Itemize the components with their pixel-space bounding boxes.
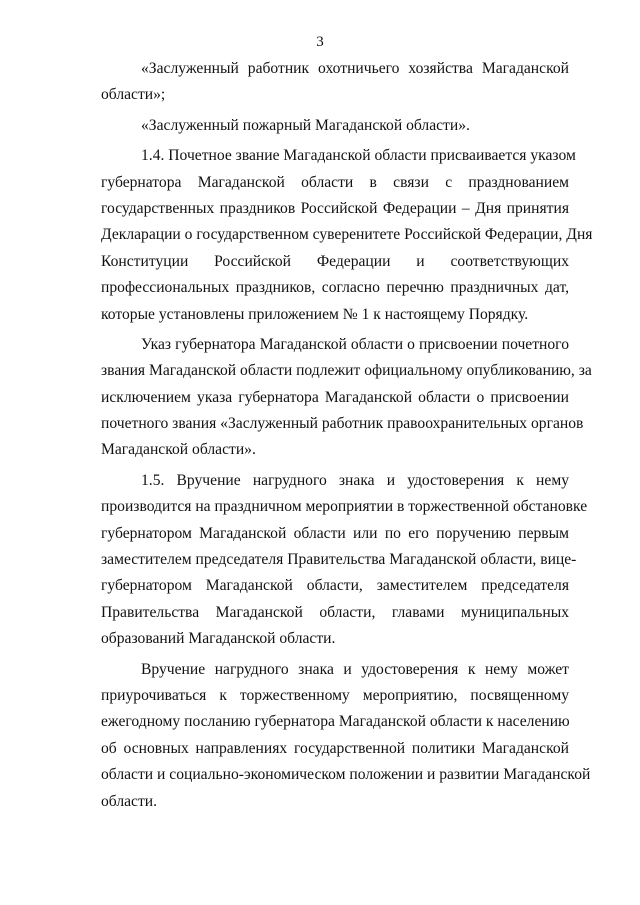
text-line: губернатора Магаданской области в связи с празднованием: [101, 173, 569, 191]
text-line: производится на праздничном мероприятии в торжественной обстановке: [101, 498, 588, 516]
paragraph-award-timing: [101, 657, 591, 815]
text-line: Конституции Российской Федерации и соответствующих: [101, 252, 569, 270]
text-line: звания Магаданской области подлежит официальному опубликованию, за: [101, 362, 592, 380]
text-line: заместителем председателя Правительства Магаданской области, вице-: [101, 551, 577, 569]
text-line: губернатором Магаданской области, заместителем председателя: [101, 577, 569, 595]
text-line: которые установлены приложением № 1 к настоящему Порядку.: [101, 305, 529, 323]
text-line: области и социально-экономическом положении и развитии Магаданской: [101, 766, 591, 784]
text-line: почетного звания «Заслуженный работник правоохранительных органов: [101, 415, 584, 433]
text-line: Магаданской области».: [101, 441, 256, 459]
text-line: Правительства Магаданской области, главами муниципальных: [101, 603, 569, 621]
text-line: Вручение нагрудного знака и удостоверения к нему может: [141, 660, 569, 678]
text-line: Указ губернатора Магаданской области о присвоении почетного: [141, 335, 569, 353]
text-line: 1.5. Вручение нагрудного знака и удостоверения к нему: [141, 471, 569, 489]
paragraph-1-5: [101, 468, 588, 653]
text-line: исключением указа губернатора Магаданской области о присвоении: [101, 388, 569, 406]
text-line: области»;: [101, 86, 166, 104]
text-line: профессиональных праздников, согласно перечню праздничных дат,: [101, 279, 569, 297]
text-line: об основных направлениях государственной политики Магаданской: [101, 739, 569, 757]
document-body: [101, 56, 593, 815]
text-line: губернатором Магаданской области или по его поручению первым: [101, 524, 569, 542]
paragraph-title-hunting: [101, 56, 569, 109]
paragraph-1-4: [101, 143, 593, 328]
text-line: «Заслуженный пожарный Магаданской области».: [141, 116, 470, 134]
text-line: Декларации о государственном суверенитете Российской Федерации, Дня: [101, 226, 593, 244]
text-line: образований Магаданской области.: [101, 630, 336, 648]
text-line: ежегодному посланию губернатора Магаданской области к населению: [101, 713, 570, 731]
text-line: области.: [101, 792, 158, 810]
text-line: «Заслуженный работник охотничьего хозяйства Магаданской: [141, 60, 569, 77]
text-line: приурочиваться к торжественному мероприятию, посвященному: [101, 686, 569, 704]
text-line: 1.4. Почетное звание Магаданской области присваивается указом: [141, 147, 576, 165]
text-line: государственных праздников Российской Федерации – Дня принятия: [101, 199, 569, 217]
paragraph-decree-publication: [101, 332, 592, 464]
paragraph-title-firefighter: [101, 113, 569, 139]
page-number: 3: [316, 34, 324, 50]
